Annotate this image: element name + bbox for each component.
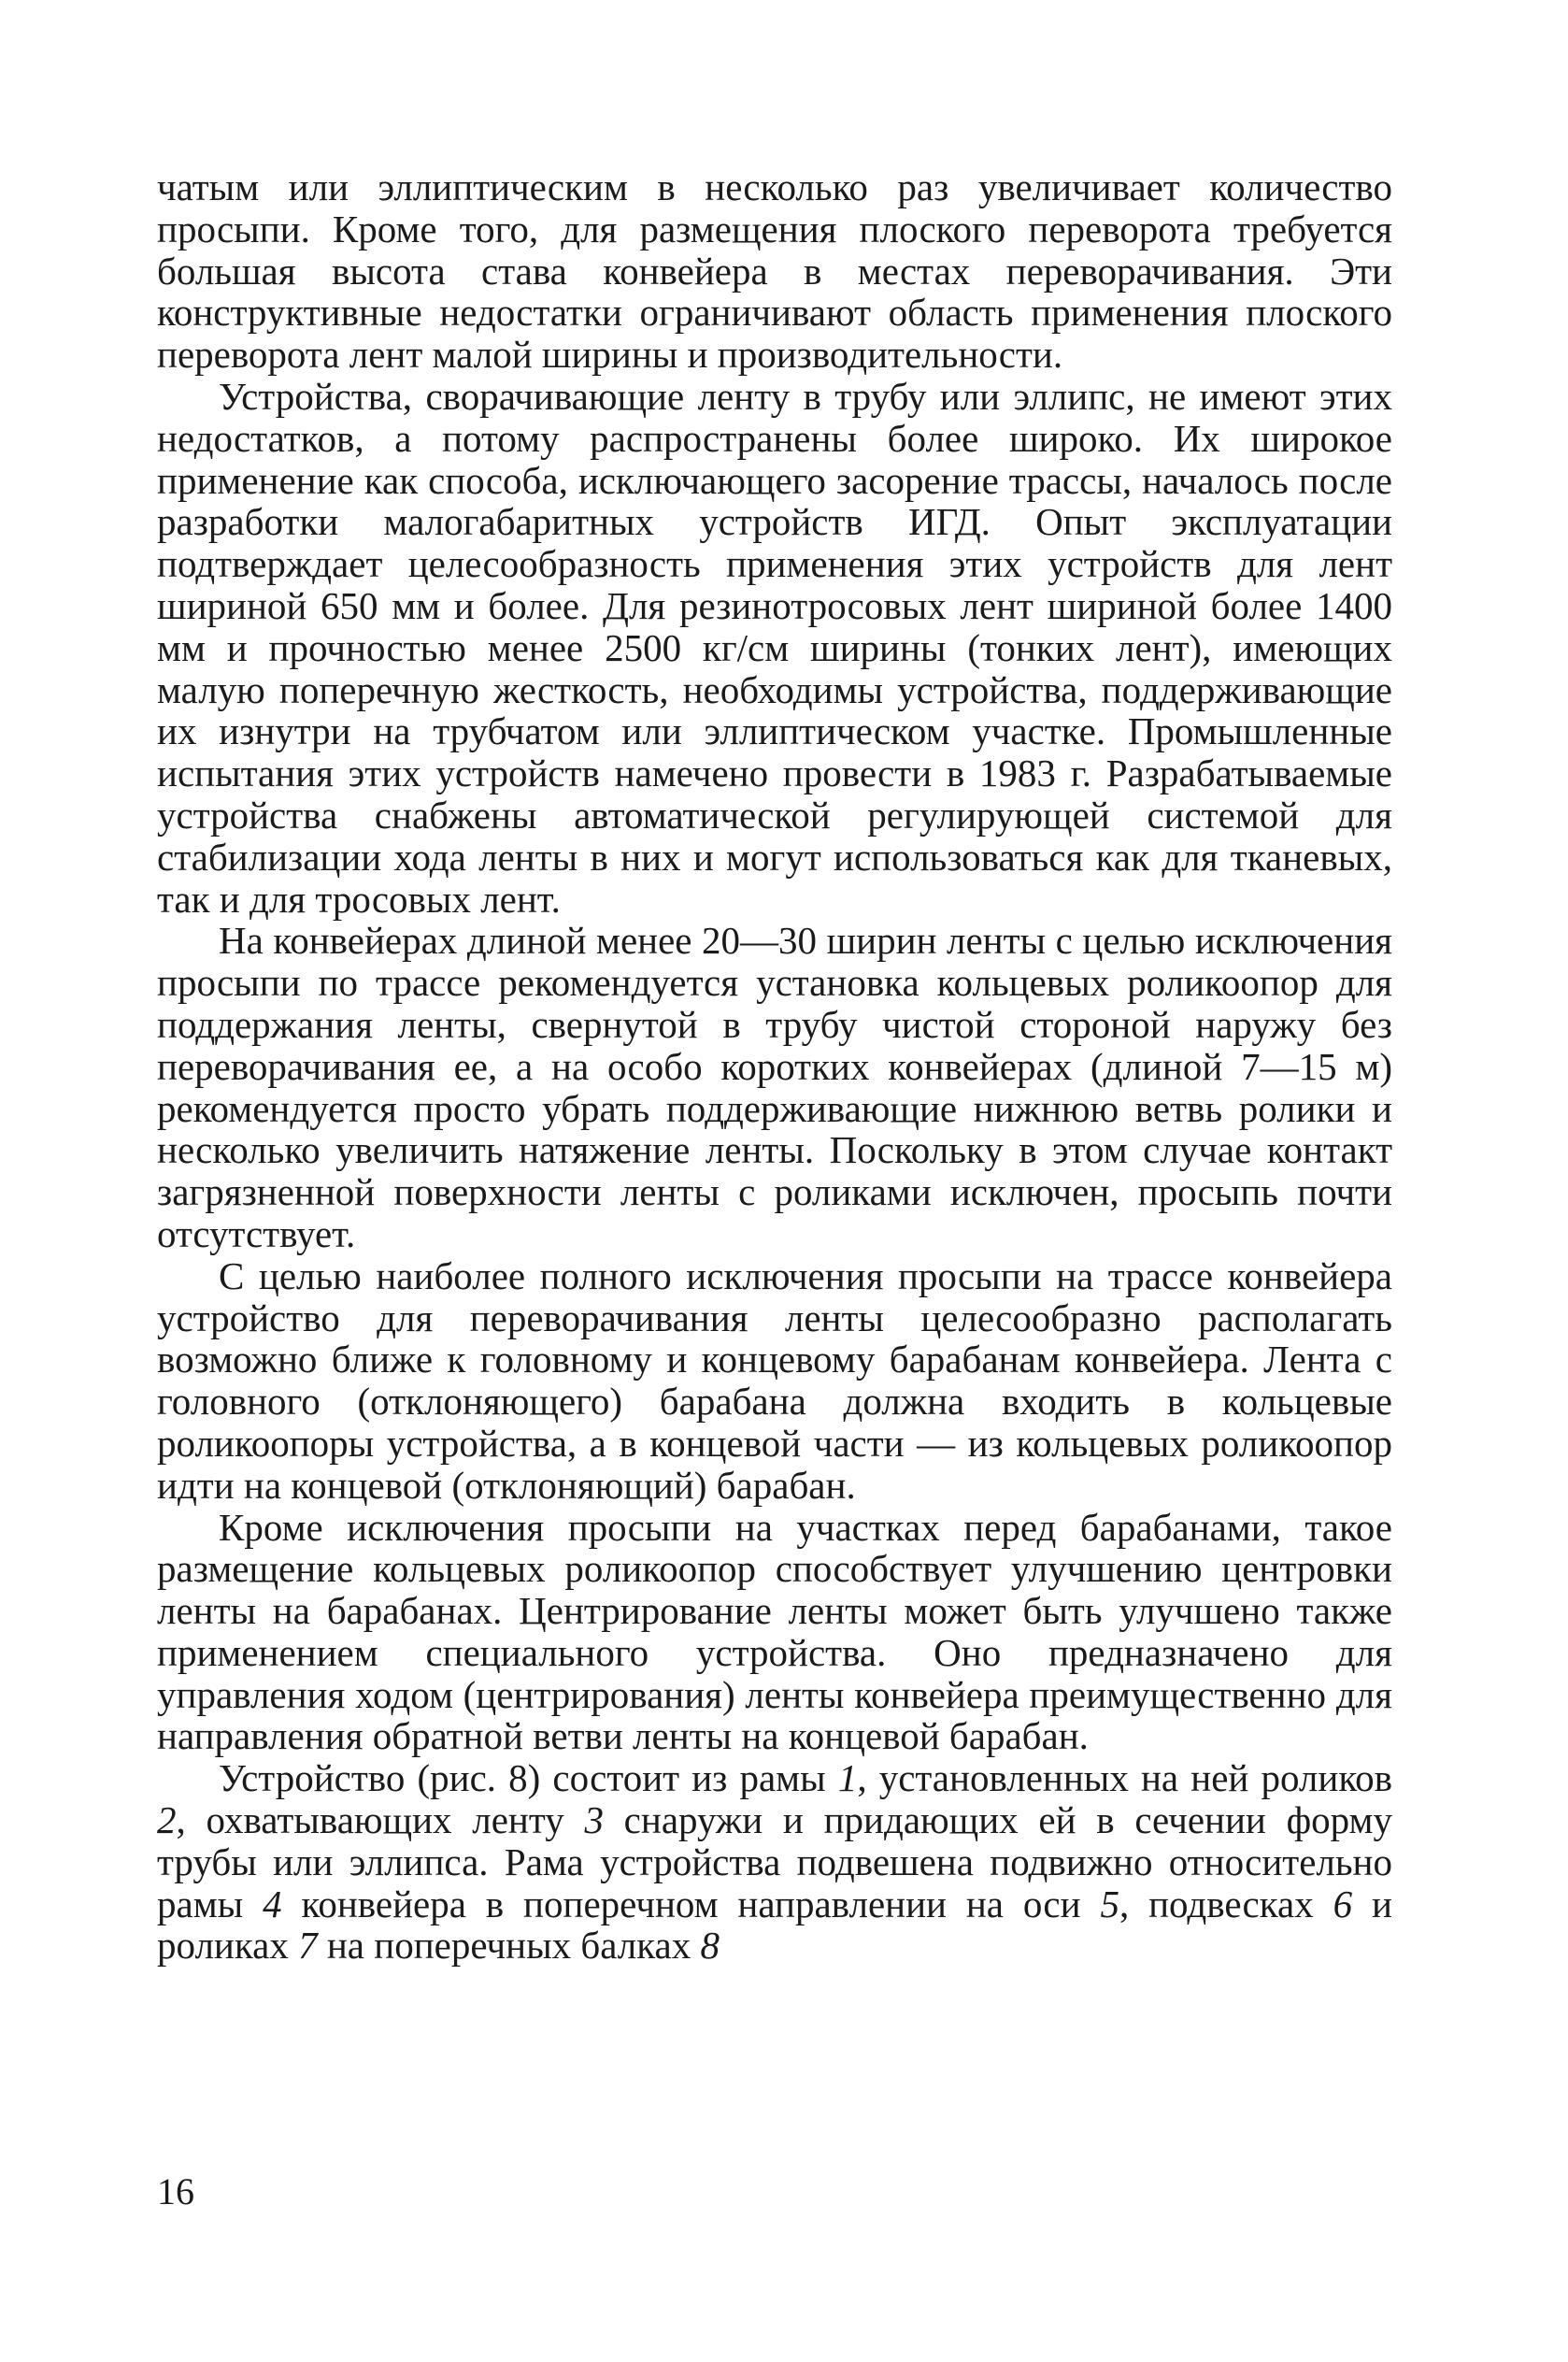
paragraph-6-part-5: конвейера в поперечном направлении на оси bbox=[281, 1882, 1101, 1925]
paragraph-6-part-3: , охватывающих ленту bbox=[176, 1798, 585, 1842]
book-page bbox=[157, 166, 1392, 2223]
page-number: 16 bbox=[157, 2170, 194, 2212]
figure-ref-5: 5 bbox=[1100, 1882, 1119, 1925]
paragraph-5: Кроме исключения просыпи на участках перед барабанами, такое размещение кольцевых роликоопор способствует улучшению центровки ленты на барабанах. Центрирование ленты может быть улучшено также применением специального устройства. Оно предназначено для управления ходом (центрирования) ленты конвейера преимущественно для направления обратной ветви ленты на концевой барабан. bbox=[157, 1505, 1392, 1758]
figure-ref-3: 3 bbox=[584, 1798, 604, 1842]
figure-ref-8: 8 bbox=[700, 1924, 720, 1968]
figure-ref-6: 6 bbox=[1333, 1882, 1353, 1925]
figure-ref-4: 4 bbox=[263, 1882, 282, 1925]
paragraph-6-part-1: Устройство (рис. 8) состоит из рамы bbox=[219, 1756, 838, 1800]
paragraph-6-part-4: снаружи и придающих ей в сечении форму трубы или эллипса. Рама устройства подвешена подвижно относительно рамы bbox=[157, 1798, 1392, 1925]
paragraph-6 bbox=[157, 1757, 1392, 1967]
paragraph-6-part-6: , подвесках bbox=[1119, 1882, 1333, 1925]
paragraph-6-part-8: на поперечных балках bbox=[317, 1924, 701, 1968]
figure-ref-1: 1 bbox=[837, 1756, 858, 1800]
figure-ref-2: 2 bbox=[157, 1798, 177, 1842]
paragraph-2: Устройства, сворачивающие ленту в трубу или эллипс, не имеют этих недостатков, а потому распространены более широко. Их широкое применение как способа, исключающего засорение трассы, началось после разработки малогабаритных устройств ИГД. Опыт эксплуатации подтверждает целесообразность применения этих устройств для лент шириной 650 мм и более. Для резинотросовых лент шириной более 1400 мм и прочностью менее 2500 кг/см ширины (тонких лент), имеющих малую поперечную жесткость, необходимы устройства, поддерживающие их изнутри на трубчатом или эллиптическом участке. Промышленные испытания этих устройств намечено провести в 1983 г. Разрабатываемые устройства снабжены автоматической регулирующей системой для стабилизации хода ленты в них и могут использоваться как для тканевых, так и для тросовых лент. bbox=[157, 374, 1392, 921]
paragraph-4: С целью наиболее полного исключения просыпи на трассе конвейера устройство для переворачивания ленты целесообразно располагать возможно ближе к головному и концевому барабанам конвейера. Лента с головного (отклоняющего) барабана должна входить в кольцевые роликоопоры устройства, а в концевой части — из кольцевых роликоопор идти на концевой (отклоняющий) барабан. bbox=[157, 1253, 1392, 1507]
figure-ref-7: 7 bbox=[298, 1924, 318, 1968]
paragraph-1: чатым или эллиптическим в несколько раз увеличивает количество просыпи. Кроме того, для размещения плоского переворота требуется большая высота става конвейера в местах переворачивания. Эти конструктивные недостатки ограничивают область применения плоского переворота лент малой ширины и производительности. bbox=[157, 165, 1392, 377]
paragraph-6-part-2: , установленных на ней роликов bbox=[857, 1756, 1393, 1800]
paragraph-3: На конвейерах длиной менее 20—30 ширин ленты с целью исключения просыпи по трассе рекомендуется установка кольцевых роликоопор для поддержания ленты, свернутой в трубу чистой стороной наружу без переворачивания ее, а на особо коротких конвейерах (длиной 7—15 м) рекомендуется просто убрать поддерживающие нижнюю ветвь ролики и несколько увеличить натяжение ленты. Поскольку в этом случае контакт загрязненной поверхности ленты с роликами исключен, просыпь почти отсутствует. bbox=[157, 919, 1392, 1255]
paragraph-6-part-7: и роликах bbox=[157, 1882, 1392, 1968]
